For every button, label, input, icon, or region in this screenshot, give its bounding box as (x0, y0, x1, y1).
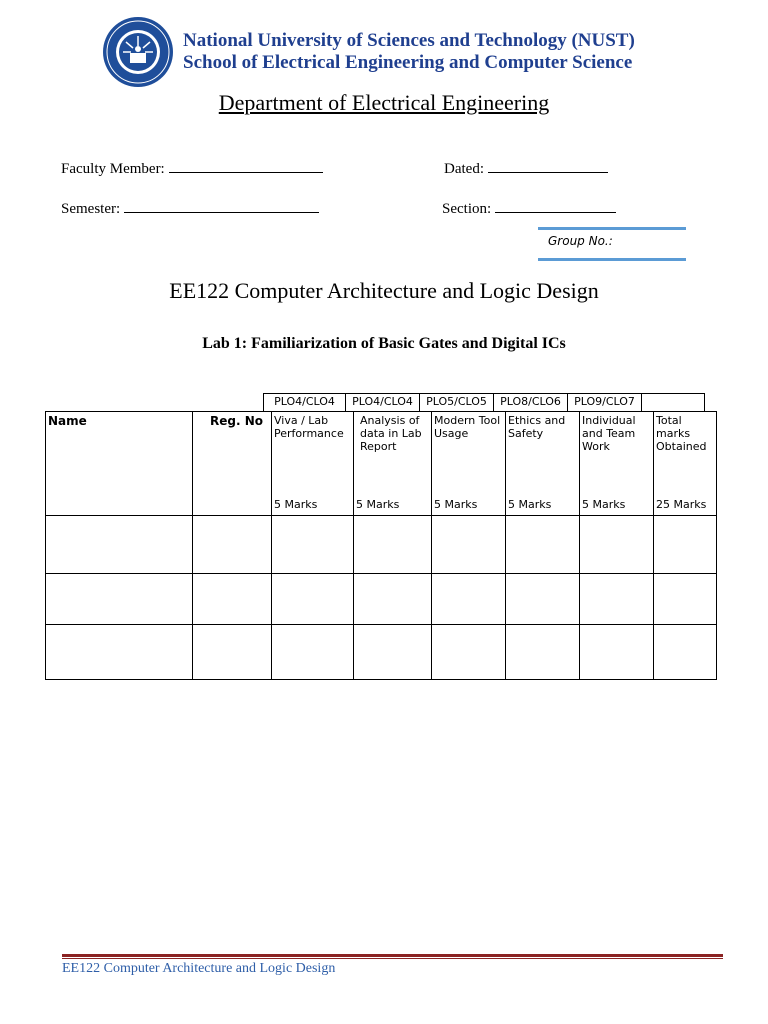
name-cell[interactable] (46, 625, 193, 680)
criterion-marks: 25 Marks (656, 498, 707, 511)
criterion-cell (506, 412, 580, 516)
student-row (46, 574, 717, 625)
university-name: National University of Sciences and Technology (NUST) (183, 30, 635, 51)
criterion-marks: 5 Marks (508, 498, 552, 511)
lab-number: Lab 1 (202, 335, 242, 352)
marks-cell[interactable] (506, 516, 580, 574)
marks-table (45, 411, 717, 680)
name-header: Name (46, 412, 193, 516)
criterion-cell (580, 412, 654, 516)
marks-cell[interactable] (432, 574, 506, 625)
total-cell[interactable] (654, 625, 717, 680)
criterion-marks: 5 Marks (434, 498, 478, 511)
plo-header (642, 394, 705, 412)
school-name: School of Electrical Engineering and Computer Science (183, 52, 633, 73)
name-cell[interactable] (46, 516, 193, 574)
criterion-marks: 5 Marks (356, 498, 400, 511)
header-row (46, 412, 717, 516)
marks-cell[interactable] (580, 516, 654, 574)
marks-cell[interactable] (354, 516, 432, 574)
plo-clo-header-table (263, 393, 705, 412)
marks-cell[interactable] (272, 516, 354, 574)
faculty-member-label: Faculty Member: (61, 161, 165, 177)
criterion-cell (272, 412, 354, 516)
dated-field[interactable] (444, 158, 608, 178)
faculty-member-field[interactable] (61, 158, 323, 178)
student-row (46, 625, 717, 680)
marks-cell[interactable] (506, 574, 580, 625)
criterion-cell (654, 412, 717, 516)
criterion-marks: 5 Marks (274, 498, 318, 511)
marks-cell[interactable] (506, 625, 580, 680)
marks-cell[interactable] (354, 574, 432, 625)
marks-cell[interactable] (432, 625, 506, 680)
criterion-cell (354, 412, 432, 516)
lab-title (0, 335, 768, 353)
section-line[interactable] (495, 198, 616, 213)
semester-line[interactable] (124, 198, 319, 213)
total-cell[interactable] (654, 516, 717, 574)
marks-cell[interactable] (580, 574, 654, 625)
course-title: EE122 Computer Architecture and Logic Design (169, 278, 599, 303)
marks-cell[interactable] (580, 625, 654, 680)
plo-header: PLO4/CLO4 (264, 394, 346, 412)
marks-cell[interactable] (272, 625, 354, 680)
semester-label: Semester: (61, 201, 121, 217)
marks-cell[interactable] (272, 574, 354, 625)
criterion-label: Analysis of data in Lab Report (360, 414, 422, 453)
criterion-label: Modern Tool Usage (434, 414, 501, 440)
marks-cell[interactable] (354, 625, 432, 680)
student-row (46, 516, 717, 574)
plo-header: PLO8/CLO6 (494, 394, 568, 412)
criterion-cell (432, 412, 506, 516)
lab-name: : Familiarization of Basic Gates and Digital ICs (241, 335, 566, 352)
section-field[interactable] (442, 198, 616, 218)
criterion-label: Ethics and Safety (508, 414, 566, 440)
reg-no-cell[interactable] (193, 516, 272, 574)
dated-line[interactable] (488, 158, 608, 173)
footer-rule-thin (62, 958, 723, 959)
plo-header: PLO5/CLO5 (420, 394, 494, 412)
semester-field[interactable] (61, 198, 319, 218)
plo-header: PLO4/CLO4 (346, 394, 420, 412)
section-label: Section: (442, 201, 492, 217)
plo-header: PLO9/CLO7 (568, 394, 642, 412)
criterion-label: Individual and Team Work (582, 414, 636, 453)
total-cell[interactable] (654, 574, 717, 625)
reg-no-cell[interactable] (193, 625, 272, 680)
marks-cell[interactable] (432, 516, 506, 574)
group-number-box[interactable] (538, 227, 686, 261)
criterion-marks: 5 Marks (582, 498, 626, 511)
criterion-label: Total marks Obtained (656, 414, 707, 453)
nust-crest-logo (102, 16, 174, 88)
name-cell[interactable] (46, 574, 193, 625)
dated-label: Dated: (444, 161, 484, 177)
faculty-member-line[interactable] (169, 158, 323, 173)
criterion-label: Viva / Lab Performance (274, 414, 344, 440)
group-number-label: Group No.: (548, 234, 613, 248)
reg-no-header: Reg. No (193, 412, 272, 516)
footer-rule (62, 954, 723, 957)
reg-no-cell[interactable] (193, 574, 272, 625)
department-title: Department of Electrical Engineering (218, 90, 550, 115)
footer-course-title: EE122 Computer Architecture and Logic Design (62, 961, 336, 976)
